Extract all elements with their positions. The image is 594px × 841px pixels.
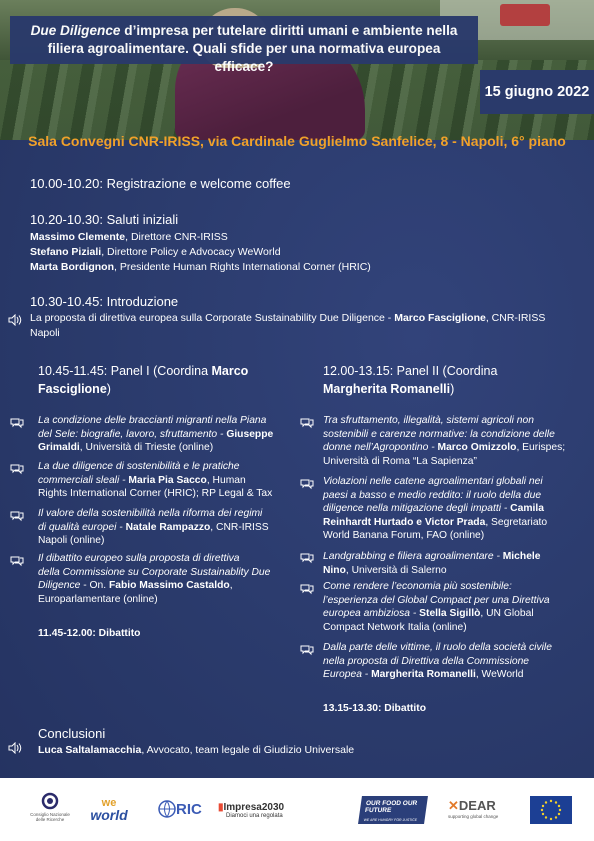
panel-2-talk-2: Violazioni nelle catene agroalimentari globali nei paesi a basso e medio reddito: il ruolo della due diligence nella mitigazione degli impatti - Camila Reinhardt Hurtado e Victor Prada, Segretariato World Banana Forum, FAO (online) [323, 476, 548, 542]
weworld-logo: we world [90, 797, 128, 823]
chat-icon [10, 511, 24, 523]
panel-1-heading: 10.45-11.45: Panel I (Coordina Marco Fasciglione) [38, 364, 249, 396]
panel-2-debate: 13.15-13.30: Dibattito [323, 703, 427, 714]
conclusions-slot: Conclusioni Luca Saltalamacchia, Avvocato, team legale di Giudizio Universale [38, 726, 355, 756]
chat-icon [10, 464, 24, 476]
hric-logo: RIC [158, 800, 208, 818]
panel-2-talk-5: Dalla parte delle vittime, il ruolo della società civile nella proposta di Direttiva della Commissione Europea - Margherita Romanelli, WeWorld [323, 642, 552, 681]
impresa2030-logo: ▮Impresa2030 Diamoci una regolata [218, 802, 285, 819]
venue: Sala Convegni CNR-IRISS, via Cardinale Guglielmo Sanfelice, 8 - Napoli, 6° piano [28, 133, 566, 149]
panel-2-talk-3: Landgrabbing e filiera agroalimentare - Michele Nino, Università di Salerno [323, 551, 541, 576]
truck-shape [500, 4, 550, 26]
speaker-icon [8, 314, 22, 326]
registration-slot: 10.00-10.20: Registrazione e welcome coffee [30, 176, 291, 191]
dear-mark-icon: ✕ [448, 798, 459, 813]
panel-1-talk-2: La due diligence di sostenibilità e le pratiche commerciali sleali - Maria Pia Sacco, Human Rights International Corner (HRIC); RP Legal & Tax [38, 461, 273, 500]
chat-icon [10, 418, 24, 430]
eu-flag-icon [530, 796, 572, 824]
panel-1-talk-4: Il dibattito europeo sulla proposta di direttiva della Commissione su Corporate Sustainablity Due Diligence - On. Fabio Massimo Castaldo, Europarlamentare (online) [38, 553, 271, 605]
chat-icon [300, 645, 314, 657]
event-date: 15 giugno 2022 [480, 70, 594, 114]
cnr-logo: Consiglio Nazionale delle Ricerche [30, 792, 70, 822]
intro-slot: 10.30-10.45: Introduzione La proposta di direttiva europea sulla Corporate Sustainability Due Diligence - Marco Fasciglione, CNR-IRISS Napoli [30, 294, 546, 339]
chat-icon [300, 479, 314, 491]
panel-2-talk-1: Tra sfruttamento, illegalità, sistemi agricoli non sostenibili e carenze normative: la condizione delle donne nell’Agropontino - Marco Omizzolo, Eurispes; Università di Roma “La Sapienza” [323, 415, 566, 467]
chat-icon [300, 418, 314, 430]
cnr-mark-icon [39, 792, 61, 810]
panel-2-heading: 12.00-13.15: Panel II (Coordina Margherita Romanelli) [323, 364, 498, 396]
panel-1-talk-3: Il valore della sostenibilità nella riforma dei regimi di qualità europei - Natale Rampazzo, CNR-IRISS Napoli (online) [38, 508, 269, 547]
chat-icon [300, 553, 314, 565]
ourfood-logo: OUR FOOD OUR FUTURE WE ARE HUNGRY FOR JUSTICE [358, 796, 428, 824]
impresa-mark-icon: ▮ [218, 802, 224, 813]
partner-logos [0, 778, 594, 841]
chat-icon [300, 584, 314, 596]
panel-1-talk-1: La condizione delle braccianti migranti nella Piana del Sele: biografie, lavoro, sfruttamento - Giuseppe Grimaldi, Università di Trieste (online) [38, 415, 274, 454]
panel-2-talk-4: Come rendere l’economia più sostenibile: l’esperienza del Global Compact per una Direttiva europea ambiziosa - Stella Sigillò, UN Global Compact Network Italia (online) [323, 581, 550, 633]
speaker-icon [8, 742, 22, 754]
dear-logo: ✕DEAR supporting global change [448, 798, 499, 819]
greetings-slot: 10.20-10.30: Saluti iniziali Massimo Clemente, Direttore CNR-IRISS Stefano Piziali, Direttore Policy e Advocacy WeWorld Marta Bordignon, Presidente Human Rights International Corner (HRIC) [30, 212, 371, 273]
panel-1-debate: 11.45-12.00: Dibattito [38, 628, 141, 639]
chat-icon [10, 556, 24, 568]
page-title: Due Diligence d’impresa per tutelare diritti umani e ambiente nella filiera agroalimentare. Quali sfide per una normativa europea efficace? [10, 16, 478, 64]
globe-icon [158, 800, 176, 818]
